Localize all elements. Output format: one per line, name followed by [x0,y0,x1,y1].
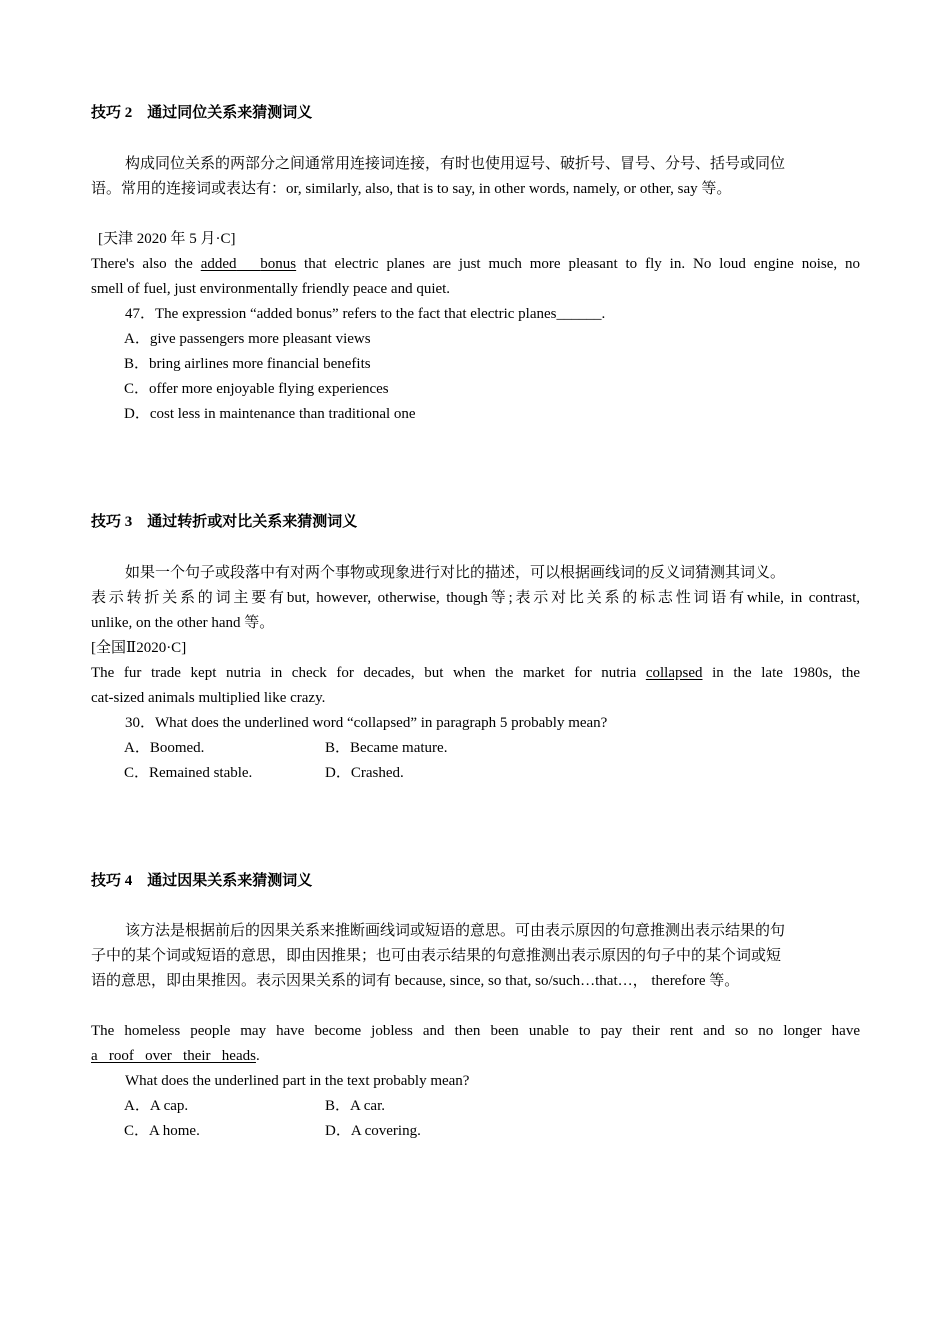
section-4-passage-line-1: The homeless people may have become jobless and then been unable to pay their rent and so no longer have [91,1023,860,1039]
section-2-option-b: B．bring airlines more financial benefits [124,356,371,372]
section-4-passage-line-2: a roof over their heads. [91,1048,260,1064]
section-4-intro-line-1: 该方法是根据前后的因果关系来推断画线词或短语的意思。可由表示原因的句意推测出表示结果的句 [125,923,786,939]
section-3-question: 30．What does the underlined word “collapsed” in paragraph 5 probably mean? [125,715,608,731]
section-2-option-d: D．cost less in maintenance than traditional one [124,406,416,422]
underlined-phrase-a-roof-over-their-heads: a roof over their heads [91,1048,256,1064]
section-2-question: 47．The expression “added bonus” refers to the fact that electric planes______. [125,306,606,322]
section-3-option-a: A．Boomed. [124,740,205,756]
section-4-option-a: A．A cap. [124,1098,189,1114]
section-2-passage-line-1: There's also the added bonus that electric planes are just much more pleasant to fly in. No loud engine noise, no [91,256,861,272]
underlined-word-added-bonus: added bonus [200,256,297,272]
section-4-option-b: B．A car. [325,1098,385,1114]
section-3-source: [全国Ⅱ2020·C] [91,640,187,656]
section-3-heading: 技巧 3 通过转折或对比关系来猜测词义 [91,514,358,530]
section-2-option-c: C．offer more enjoyable flying experiences [124,381,389,397]
section-3-option-d: D．Crashed. [325,765,404,781]
section-4-option-d: D．A covering. [325,1123,421,1139]
section-2-intro-line-1: 构成同位关系的两部分之间通常用连接词连接，有时也使用逗号、破折号、冒号、分号、括号或同位 [125,156,786,172]
section-4-intro-line-3: 语的意思，即由果推因。表示因果关系的词有 because, since, so that, so/such…that…， therefore 等。 [91,973,740,989]
section-4-heading: 技巧 4 通过因果关系来猜测词义 [91,873,313,889]
section-3-intro-line-3: unlike, on the other hand 等。 [91,615,275,631]
section-4-option-c: C．A home. [124,1123,200,1139]
section-2-option-a: A．give passengers more pleasant views [124,331,371,347]
section-4-intro-line-2: 子中的某个词或短语的意思，即由因推果；也可由表示结果的句意推测出表示原因的句子中的某个词或短 [91,948,782,964]
section-3-intro-line-2: 表示转折关系的词主要有but, however, otherwise, though等;表示对比关系的标志性词语有while, in contrast, [91,590,860,606]
section-2-source: [天津 2020 年 5 月·C] [98,231,236,247]
section-3-option-c: C．Remained stable. [124,765,253,781]
section-3-intro-line-1: 如果一个句子或段落中有对两个事物或现象进行对比的描述，可以根据画线词的反义词猜测其词义。 [125,565,786,581]
section-2-passage-line-2: smell of fuel, just environmentally friendly peace and quiet. [91,281,451,297]
section-3-passage-line-1: The fur trade kept nutria in check for decades, but when the market for nutria collapsed in the late 1980s, the [91,665,861,681]
section-4-question: What does the underlined part in the text probably mean? [125,1073,470,1089]
section-2-intro-line-2: 语。常用的连接词或表达有：or, similarly, also, that is to say, in other words, namely, or other, say 等。 [91,181,732,197]
section-3-option-b: B．Became mature. [325,740,448,756]
section-3-passage-line-2: cat-sized animals multiplied like crazy. [91,690,326,706]
underlined-word-collapsed: collapsed [645,665,703,681]
section-2-heading: 技巧 2 通过同位关系来猜测词义 [91,105,313,121]
